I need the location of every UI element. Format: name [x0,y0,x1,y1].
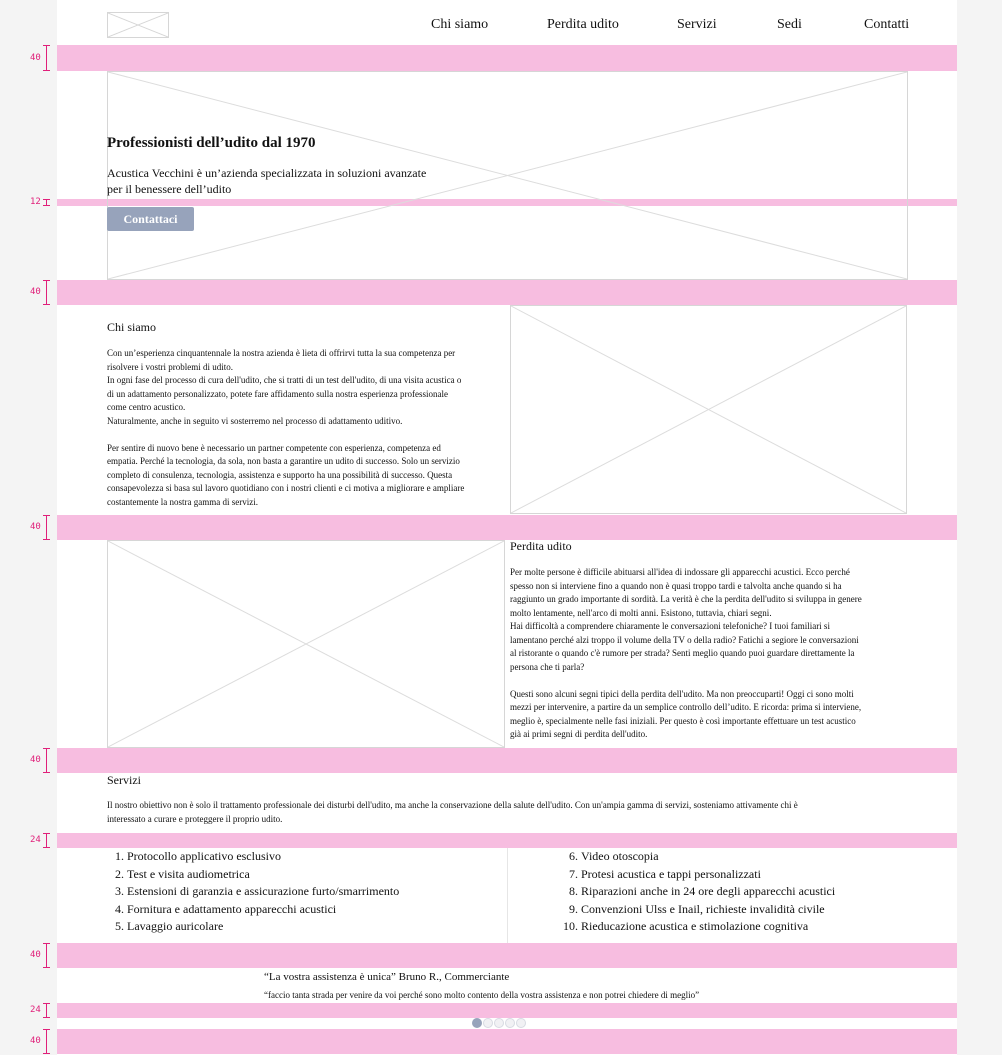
carousel-dot[interactable] [516,1018,526,1028]
hero-title: Professionisti dell’udito dal 1970 [107,135,316,151]
list-item: 7. Protesi acustica e tappi personalizzati [581,866,835,884]
spacing-ruler: 24 [0,1003,56,1018]
servizi-title: Servizi [107,773,141,787]
servizi-list-right [561,848,835,936]
testimonial-author: “La vostra assistenza è unica” Bruno R., Commerciante [264,971,510,983]
spacing-ruler: 40 [0,1029,56,1054]
spacing-ruler: 40 [0,280,56,305]
perdita-udito-image-placeholder [107,540,505,748]
spacer-band [57,280,957,305]
logo-placeholder[interactable] [107,12,169,38]
spacer-band [57,515,957,540]
carousel-dot[interactable] [494,1018,504,1028]
spacing-ruler: 40 [0,45,56,71]
chi-siamo-image-placeholder [510,305,907,514]
list-item: 3. Estensioni di garanzia e assicurazione furto/smarrimento [127,883,399,901]
list-item: 5. Lavaggio auricolare [127,918,399,936]
nav-servizi[interactable]: Servizi [677,17,717,32]
contattaci-button[interactable]: Contattaci [107,207,194,231]
perdita-udito-title: Perdita udito [510,539,572,553]
spacer-band [57,1029,957,1054]
nav-chi-siamo[interactable]: Chi siamo [431,17,489,32]
spacing-ruler: 24 [0,833,56,848]
chi-siamo-text: Con un’esperienza cinquantennale la nostra azienda è lieta di offrirvi tutta la sua competenza per risolvere i vostri problemi di udito. In ogni fase del processo di cura dell'udito, che si tratti di un test dell'udito, di una visita acustica o di un adattamento personalizzato, potete fare affidamento sulla nostra esperienza professionale come centro acustico. Naturalmente, anche in seguito vi sosterremo nel processo di adattamento uditivo. Per sentire di nuovo bene è necessario un partner competente con esperienza, competenza ed empatia. Perché la tecnologia, da sola, non basta a garantire un udito di successo. Solo un servizio completo di consulenza, tecnologia, assistenza e supporto ha una possibilità di successo. Questa consapevolezza si basa sul lavoro quotidiano con i nostri clienti e ci motiva a migliorare e ampliare costantemente la nostra gamma di servizi. [107,348,465,507]
list-item: 8. Riparazioni anche in 24 ore degli apparecchi acustici [581,883,835,901]
nav-contatti[interactable]: Contatti [864,17,910,32]
spacer-band [57,45,957,71]
carousel-dots [472,1018,526,1028]
list-item: 6. Video otoscopia [581,848,835,866]
spacer-band [57,748,957,773]
list-item: 4. Fornitura e adattamento apparecchi acustici [127,901,399,919]
servizi-column-divider [507,848,508,943]
carousel-dot[interactable] [505,1018,515,1028]
list-item: 2. Test e visita audiometrica [127,866,399,884]
hero-subtitle: Acustica Vecchini è un’azienda specializzata in soluzioni avanzate per il benessere dell’udito [107,166,427,196]
list-item: 9. Convenzioni Ulss e Inail, richieste invalidità civile [581,901,835,919]
spacing-ruler: 12 [0,199,56,206]
testimonial-quote: “faccio tanta strada per venire da voi perché sono molto contento della vostra assistenza e non potrei chiedere di meglio” [264,990,700,1000]
carousel-dot[interactable] [472,1018,482,1028]
spacer-band [57,943,957,968]
spacing-ruler: 40 [0,515,56,540]
servizi-intro: Il nostro obiettivo non è solo il trattamento professionale dei disturbi dell'udito, ma anche la conservazione della salute dell'udito. Con un'ampia gamma di servizi, sosteniamo attivamente chi è interessato a curare e proteggere il proprio udito. [107,800,798,824]
nav-sedi[interactable]: Sedi [777,17,802,32]
spacer-band [57,1003,957,1018]
carousel-dot[interactable] [483,1018,493,1028]
perdita-udito-text: Per molte persone è difficile abituarsi all'idea di indossare gli apparecchi acustici. Ecco perché spesso non si interviene fino a quando non è quasi troppo tardi e talvolta anche quando si ha raggiunto un grado importante di sordità. La verità è che la perdita dell'udito si sviluppa in genere molto lentamente, nell'arco di molti anni. Esistono, tuttavia, chiari segni. Hai difficoltà a comprendere chiaramente le conversazioni telefoniche? I tuoi familiari si lamentano perché alzi troppo il volume della TV o della radio? Fatichi a segiore le conversazioni al ristorante o quando c'è rumore per strada? Senti meglio quando puoi guardare direttamente la persona che ti parla? Questi sono alcuni segni tipici della perdita dell'udito. Ma non preoccuparti! Oggi ci sono molti mezzi per intervenire, a partire da un semplice controllo dell’udito. E ricorda: prima si interviene, meglio è, specialmente nelle fasi iniziali. Per questo è così importante effettuare un test acustico già ai primi segni di perdita dell'udito. [510,567,862,739]
spacer-band [57,833,957,848]
list-item: 1. Protocollo applicativo esclusivo [127,848,399,866]
list-item: 10. Rieducazione acustica e stimolazione cognitiva [581,918,835,936]
spacing-ruler: 40 [0,943,56,968]
spacing-ruler: 40 [0,748,56,773]
nav-perdita-udito[interactable]: Perdita udito [547,17,619,32]
chi-siamo-title: Chi siamo [107,320,157,334]
servizi-list-left [107,848,399,936]
